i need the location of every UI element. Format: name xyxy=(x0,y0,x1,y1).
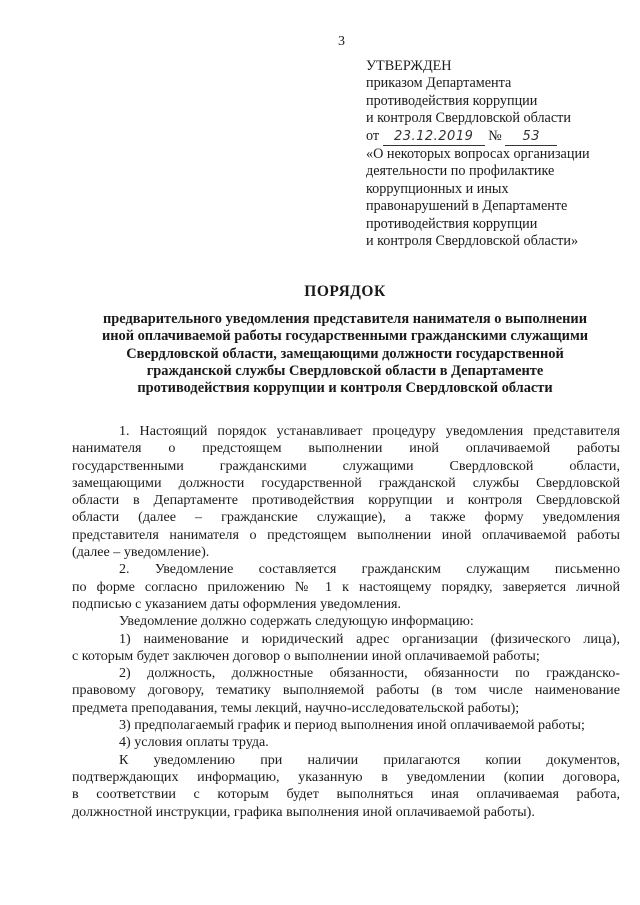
approval-block xyxy=(366,58,631,250)
body-text-line: 1. Настоящий порядок устанавливает процедуру уведомления представителя xyxy=(119,423,620,439)
approval-subject-line: противодействия коррупции xyxy=(366,215,538,232)
body-text-line: нанимателя о предстоящем выполнении иной оплачиваемой работы xyxy=(72,440,620,457)
body-text-line: представителя нанимателя о предстоящем выполнении иной оплачиваемой работы xyxy=(72,526,620,543)
document-subtitle-line: гражданской службы Свердловской области в Департаменте xyxy=(146,362,544,379)
approval-line: приказом Департамента xyxy=(366,75,512,92)
approval-subject-line: коррупционных и иных xyxy=(366,180,509,197)
document-subtitle-line: противодействия коррупции и контроля Свердловской области xyxy=(137,380,553,397)
approval-date-row xyxy=(366,128,631,146)
body-text-line: области (далее – гражданские служащие), а также форму уведомления xyxy=(72,509,620,526)
approval-heading: УТВЕРЖДЕН xyxy=(366,58,452,74)
approval-subject-line: и контроля Свердловской области» xyxy=(366,233,579,250)
document-body xyxy=(72,423,620,821)
body-text-line: 4) условия оплаты труда. xyxy=(119,734,269,751)
body-text-line: К уведомлению при наличии прилагаются копии документов, xyxy=(119,751,620,768)
body-text-line: (далее – уведомление). xyxy=(72,544,210,561)
body-text-line: должностной инструкции, графика выполнения иной оплачиваемой работы). xyxy=(72,803,535,820)
body-text-line: государственными гражданскими служащими Свердловской области, xyxy=(72,457,620,474)
body-text-line: подписью с указанием даты оформления уведомления. xyxy=(72,595,402,612)
document-subtitle-line: предварительного уведомления представителя нанимателя о выполнении xyxy=(102,311,588,327)
order-number: 53 xyxy=(505,128,557,146)
document-subtitle-line: Свердловской области, замещающими должности государственной xyxy=(126,345,564,362)
body-text-line: в соответствии с которым будет выполняться иная оплачиваемая работа, xyxy=(72,786,620,803)
body-text-line: 1) наименование и юридический адрес организации (физического лица), xyxy=(119,630,620,647)
body-text-line: 2. Уведомление составляется гражданским служащим письменно xyxy=(119,561,620,578)
approval-line: и контроля Свердловской области xyxy=(366,110,571,127)
number-sign: № xyxy=(488,127,502,144)
date-prefix: от xyxy=(366,127,380,144)
approval-subject-line: правонарушений в Департаменте xyxy=(366,198,568,215)
body-text-line: 2) должность, должностные обязанности, обязанности по гражданско- xyxy=(119,665,620,682)
body-text-line: 3) предполагаемый график и период выполнения иной оплачиваемой работы; xyxy=(119,717,585,734)
body-text-line: с которым будет заключен договор о выполнении иной оплачиваемой работы; xyxy=(72,647,540,664)
document-title: ПОРЯДОК xyxy=(304,283,386,300)
body-text-line: замещающими должности государственной гражданской службы Свердловской xyxy=(72,474,620,491)
document-title-block xyxy=(70,283,620,397)
body-text-line: предмета преподавания, темы лекций, научно-исследовательской работы); xyxy=(72,699,520,716)
body-text-line: области в Департаменте противодействия коррупции и контроля Свердловской xyxy=(72,492,620,509)
page-number: 3 xyxy=(338,34,345,49)
order-date: 23.12.2019 xyxy=(383,128,485,146)
body-text-line: Уведомление должно содержать следующую информацию: xyxy=(119,613,474,630)
body-text-line: подтверждающих информацию, указанную в уведомлении (копии договора, xyxy=(72,768,620,785)
approval-subject-line: деятельности по профилактике xyxy=(366,163,555,180)
body-text-line: правовому договору, тематику выполняемой работы (в том числе наименование xyxy=(72,682,620,699)
approval-line: противодействия коррупции xyxy=(366,92,538,109)
body-text-line: по форме согласно приложению № 1 к настоящему порядку, заверяется личной xyxy=(72,578,620,595)
approval-subject-line: «О некоторых вопросах организации xyxy=(366,146,590,163)
document-subtitle-line: иной оплачиваемой работы государственными гражданскими служащими xyxy=(101,328,589,345)
